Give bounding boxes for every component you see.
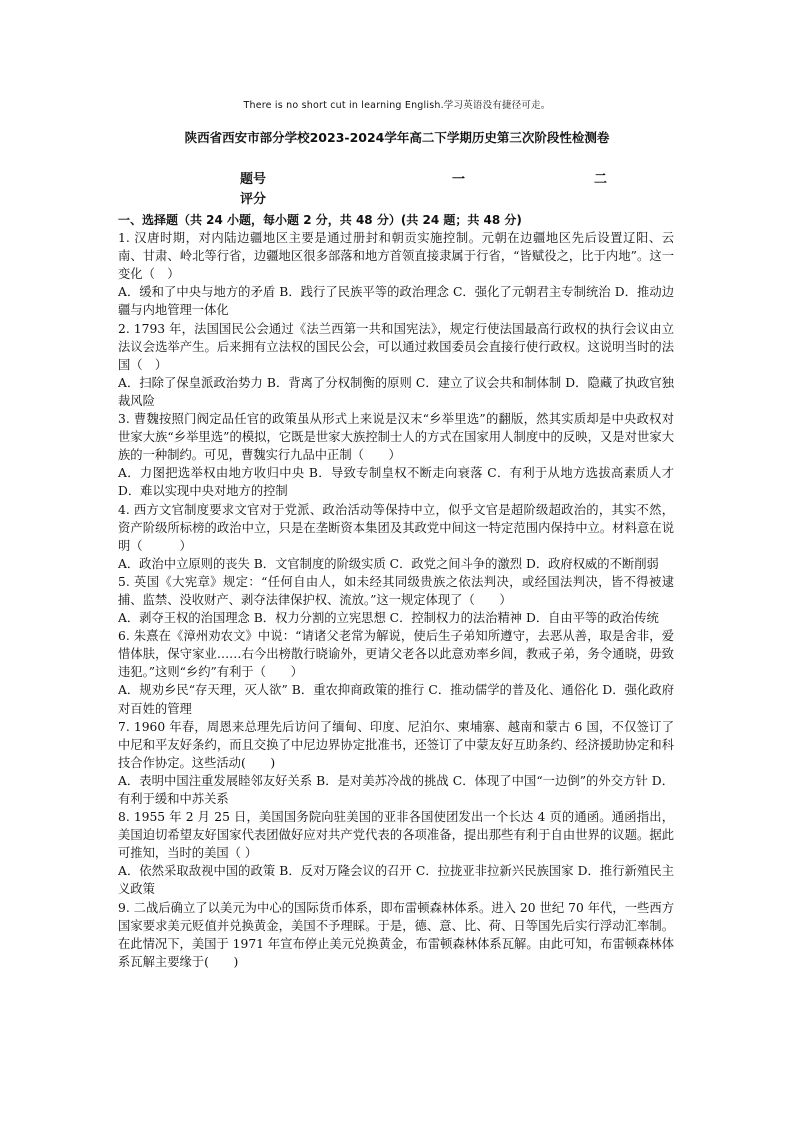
question-options: A．缓和了中央与地方的矛盾 B．践行了民族平等的政治理念 C．强化了元朝君主专制统治 D．推动边疆与内地管理一体化 [118, 285, 674, 318]
question-options: A．力图把选举权由地方收归中央 B．导致专制皇权不断走向衰落 C．有利于从地方选拔高素质人才 D．难以实现中央对地方的控制 [118, 466, 674, 499]
score-row-number-label: 题号 [240, 172, 267, 187]
question-options: A．政治中立原则的丧失 B．文官制度的阶级实质 C．政党之间斗争的激烈 D．政府权威的不断削弱 [118, 556, 659, 571]
question-5 [118, 573, 674, 627]
question-stem: 7. 1960 年春，周恩来总理先后访问了缅甸、印度、尼泊尔、柬埔寨、越南和蒙古 6 国，不仅签订了中尼和平友好条约，而且交换了中尼边界协定批准书，还签订了中蒙友好互助条约、经济援助协定和科技合作协定。这些活动( ) [118, 719, 674, 770]
question-stem: 3. 曹魏按照门阀定品任官的政策虽从形式上来说是汉末“乡举里选”的翻版，然其实质却是中央政权对世家大族“乡举里选”的模拟，它既是世家大族控制士人的方式在国家用人制度中的反映，又是对世家大族的一种制约。可见，曹魏实行九品中正制（ ） [118, 412, 674, 463]
question-options: A．表明中国注重发展睦邻友好关系 B．是对美苏冷战的挑战 C．体现了中国“一边倒”的外交方针 D．有利于缓和中苏关系 [118, 773, 674, 806]
question-options: A．规劝乡民“存天理，灭人欲” B．重农抑商政策的推行 C．推动儒学的普及化、通俗化 D．强化政府对百姓的管理 [118, 683, 674, 716]
score-row-number [240, 168, 640, 188]
question-4 [118, 501, 674, 573]
score-col-2: 二 [594, 172, 608, 187]
score-row-score [240, 188, 640, 208]
question-stem: 5. 英国《大宪章》规定：“任何自由人，如未经其同级贵族之依法判决，或经国法判决，皆不得被逮捕、监禁、没收财产、剥夺法律保护权、流放。”这一规定体现了（ ） [118, 574, 674, 607]
question-stem: 6. 朱熹在《漳州劝农文》中说：“请诸父老常为解说，使后生子弟知所遵守，去恶从善，取是舍非，爱惜体肤，保守家业……右今出榜散行晓谕外，更请父老各以此意劝率乡闾，教戒子弟，务令通晓，毋致违犯。”这则“乡约”有利于（ ） [118, 629, 674, 680]
section-heading: 一、选择题（共 24 小题，每小题 2 分，共 48 分）(共 24 题；共 48 分) [118, 213, 522, 227]
score-table [240, 168, 640, 208]
question-content [118, 211, 674, 971]
question-options: A．剥夺王权的治国理念 B．权力分割的立宪思想 C．控制权力的法治精神 D．自由平等的政治传统 [118, 611, 659, 626]
question-6 [118, 627, 674, 717]
question-3 [118, 410, 674, 500]
score-row-score-label: 评分 [240, 192, 267, 207]
page-title: 陕西省西安市部分学校2023-2024学年高二下学期历史第三次阶段性检测卷 [184, 130, 610, 145]
question-stem: 2. 1793 年，法国国民公会通过《法兰西第一共和国宪法》，规定行使法国最高行政权的执行会议由立法议会选举产生。后来拥有立法权的国民公会，可以通过救国委员会直接行使行政权。这说明当时的法国（ ） [118, 321, 674, 372]
question-stem: 8. 1955 年 2 月 25 日，美国国务院向驻美国的亚非各国使团发出一个长达 4 页的通函。通函指出，美国迫切希望友好国家代表团做好应对共产党代表的各项准备，提出那些有利于自由世界的议题。据此可推知，当时的美国（ ） [118, 810, 674, 861]
score-col-1: 一 [452, 172, 466, 187]
question-9 [118, 899, 674, 971]
header-note: There is no short cut in learning English.学习英语没有捷径可走。 [243, 100, 551, 111]
question-options: A．扫除了保皇派政治势力 B．背离了分权制衡的原则 C．建立了议会共和制体制 D．隐藏了执政官独裁风险 [118, 375, 674, 408]
question-7 [118, 718, 674, 808]
question-options: A．依然采取敌视中国的政策 B．反对万隆会议的召开 C．拉拢亚非拉新兴民族国家 D．推行新殖民主义政策 [118, 864, 674, 897]
question-stem: 9. 二战后确立了以美元为中心的国际货币体系，即布雷顿森林体系。进入 20 世纪 70 年代，一些西方国家要求美元贬值并兑换黄金，美国不予理睬。于是，德、意、比、荷、日等国先后实行浮动汇率制。在此情况下，美国于 1971 年宣布停止美元兑换黄金，布雷顿森林体系瓦解。由此可知，布雷顿森林体系瓦解主要缘于( ) [118, 900, 674, 969]
question-1 [118, 229, 674, 319]
question-8 [118, 808, 674, 898]
question-stem: 1. 汉唐时期，对内陆边疆地区主要是通过册封和朝贡实施控制。元朝在边疆地区先后设置辽阳、云南、甘肃、岭北等行省，边疆地区很多部落和地方首领直接隶属于行省，“皆赋役之，比于内地”。这一变化（ ） [118, 231, 674, 282]
question-stem: 4. 西方文官制度要求文官对于党派、政治活动等保持中立，似乎文官是超阶级超政治的，其实不然，资产阶级所标榜的政治中立，只是在垄断资本集团及其政党中间这一特定范围内保持中立。材料意在说明（ ） [118, 502, 674, 553]
question-2 [118, 320, 674, 410]
